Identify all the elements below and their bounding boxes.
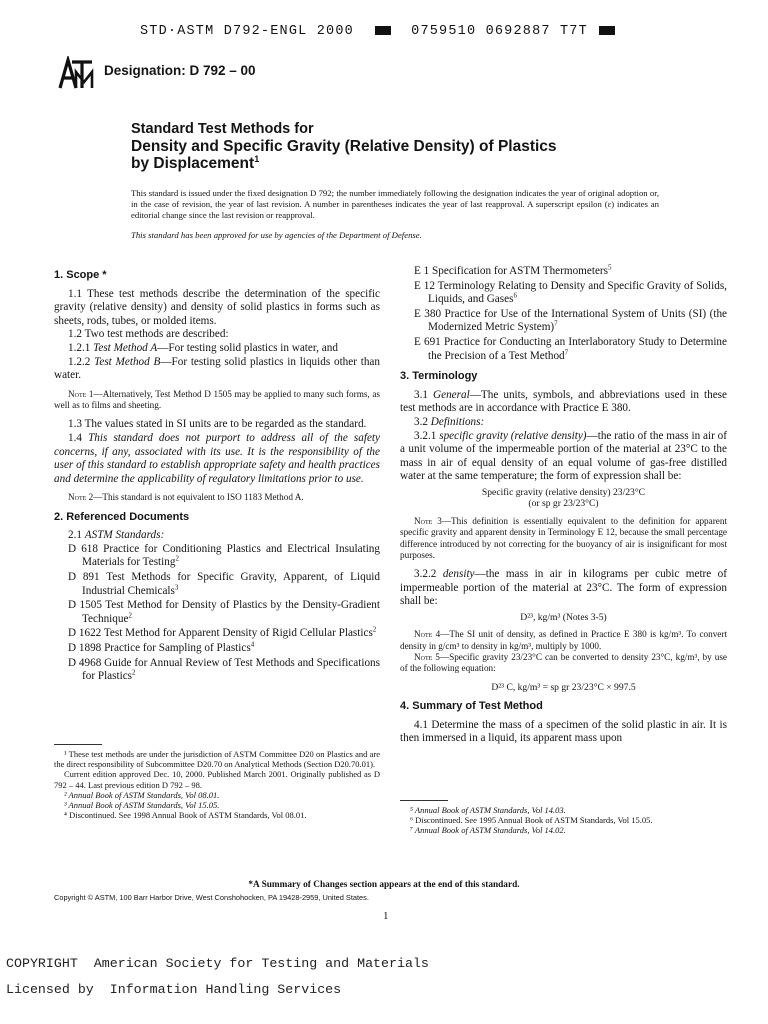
- std-code: STD·ASTM D792-ENGL 2000: [140, 24, 354, 39]
- reference-title: Specification for ASTM Thermometers: [432, 265, 608, 277]
- note-label: Note 4: [414, 629, 441, 640]
- clause-number: 3.1: [414, 388, 428, 401]
- note-text: —This definition is essentially equivalent to the definition for apparent specific gravity and apparent density in Terminology E 12, because the small percentage difference introduced by not correcting for the buoyancy of air is insignificant for most purposes.: [400, 515, 727, 560]
- footnote-3: ³ Annual Book of ASTM Standards, Vol 15.05.: [64, 800, 220, 811]
- reference-code: E 380: [414, 307, 442, 320]
- equation-density: D²³, kg/m³ (Notes 3-5): [520, 611, 607, 623]
- clause-number: 1.4: [68, 431, 82, 444]
- reference-title: Test Method for Apparent Density of Rigid Cellular Plastics: [103, 627, 373, 640]
- term-label: density: [442, 568, 475, 581]
- right-column: [400, 265, 727, 746]
- reference-code: D 891: [68, 570, 100, 583]
- paragraph-1-1: 1.1 These test methods describe the determination of the specific gravity (relative density) and density of solid plastics in forms such as sheets, rods, tubes, or molded items.: [54, 287, 380, 327]
- note-text: —This standard is not equivalent to ISO 1183 Method A.: [93, 492, 304, 503]
- paragraph-1-3: 1.3 The values stated in SI units are to be regarded as the standard.: [68, 418, 367, 431]
- reference-code: D 4968: [68, 656, 102, 669]
- clause-text: —the mass in air in kilograms per cubic metre of impermeable portion of the material at 23°C. The form of expression shall be:: [400, 568, 728, 608]
- note-text: —Alternatively, Test Method D 1505 may be applied to many such forms, as well as to films and sheeting.: [54, 388, 380, 411]
- reference-item: [54, 642, 380, 656]
- paragraph-1-2-1: [54, 342, 380, 356]
- reference-code: D 1898: [68, 641, 102, 654]
- reference-item: [400, 280, 727, 307]
- paragraph-3-2: [400, 416, 727, 430]
- footer-copyright-line: COPYRIGHT American Society for Testing and Materials: [6, 956, 429, 971]
- page-number: 1: [383, 910, 389, 922]
- equation-line: (or sp gr 23/23°C): [528, 498, 599, 510]
- section-heading-summary: 4. Summary of Test Method: [400, 700, 543, 713]
- footnote-4: ⁴ Discontinued. See 1998 Annual Book of ASTM Standards, Vol 08.01.: [64, 810, 307, 821]
- reference-footnote-mark: 2: [372, 625, 377, 634]
- reference-title: Practice for Conditioning Plastics and Electrical Insulating Materials for Testing: [82, 542, 380, 569]
- designation: Designation: D 792 – 00: [104, 63, 256, 78]
- safety-caveat: This standard does not purport to address all of the safety concerns, if any, associated with its use. It is the responsibility of the user of this standard to establish appropriate safety and health practices and determine the applicability of regulatory limitations prior to use.: [54, 431, 380, 485]
- reference-footnote-mark: 5: [608, 263, 612, 272]
- footer-license-line: Licensed by Information Handling Services: [6, 982, 342, 997]
- title-line-3: by Displacement: [131, 155, 255, 172]
- clause-label: ASTM Standards:: [84, 529, 165, 542]
- reference-item: [54, 657, 380, 684]
- clause-number: 3.2.1: [414, 429, 437, 442]
- reference-item: [54, 599, 380, 626]
- paragraph-3-2-2: [400, 568, 727, 609]
- clause-number: 3.2.2: [414, 568, 437, 581]
- reference-footnote-mark: 2: [128, 611, 132, 620]
- clause-text: —For testing solid plastics in liquids other than water.: [54, 355, 380, 382]
- equation-conversion: D²³ C, kg/m³ = sp gr 23/23°C × 997.5: [491, 681, 636, 693]
- reference-footnote-mark: 6: [513, 291, 517, 300]
- note-text: —The SI unit of density, as defined in Practice E 380 is kg/m³. To convert density in g/cm³ to density in kg/m³, multiply by 1000.: [400, 629, 727, 651]
- reference-title: Test Method for Density of Plastics by the Density-Gradient Technique: [82, 599, 380, 625]
- note-text: —Specific gravity 23/23°C can be converted to density 23°C, kg/m³, by use of the following equation:: [400, 651, 727, 674]
- black-block-mark: [599, 26, 615, 35]
- note-4: [400, 629, 727, 652]
- title-footnote-mark: 1: [254, 153, 260, 164]
- note-label: Note 1: [68, 388, 94, 399]
- paragraph-1-4: [54, 432, 380, 486]
- footnote-rule: [54, 744, 102, 745]
- clause-number: 1.2.1: [68, 341, 91, 354]
- clause-number: 1.2.2: [68, 355, 91, 368]
- reference-item: [54, 543, 380, 570]
- footnotes-left: [54, 744, 380, 820]
- document-code-line: [140, 24, 617, 39]
- reference-item: [54, 627, 380, 641]
- clause-label: General: [433, 388, 470, 401]
- reference-code: E 1: [414, 265, 430, 277]
- reference-item: [54, 571, 380, 598]
- paragraph-4-1: 4.1 Determine the mass of a specimen of the solid plastic in air. It is then immersed in a liquid, its apparent mass upon: [400, 718, 727, 745]
- left-column: [54, 262, 380, 685]
- astm-logo-icon: [56, 56, 96, 92]
- summary-of-changes-note: *A Summary of Changes section appears at the end of this standard.: [248, 880, 520, 890]
- reference-code: E 12: [414, 279, 435, 292]
- note-5: [400, 652, 727, 675]
- reference-title: Practice for Use of the International System of Units (SI) (the Modernized Metric System): [428, 307, 728, 334]
- note-2: [54, 492, 380, 503]
- footnote-6: ⁶ Discontinued. See 1995 Annual Book of ASTM Standards, Vol 15.05.: [410, 815, 653, 826]
- reference-footnote-mark: 4: [250, 640, 255, 649]
- reference-title: Guide for Annual Review of Test Methods and Specifications for Plastics: [82, 656, 380, 683]
- reference-footnote-mark: 7: [564, 347, 569, 356]
- reference-title: Practice for Sampling of Plastics: [104, 641, 251, 654]
- footnote-rule: [400, 800, 448, 801]
- note-1: [54, 389, 380, 412]
- clause-label: Test Method A: [93, 341, 158, 354]
- reference-footnote-mark: 3: [174, 582, 179, 591]
- note-label: Note 3: [414, 515, 442, 526]
- reference-list-right: [400, 265, 727, 363]
- black-block-mark: [375, 26, 391, 35]
- clause-text: —The units, symbols, and abbreviations used in these test methods are in accordance with Practice E 380.: [400, 388, 727, 415]
- title-line-2: Density and Specific Gravity (Relative Density) of Plastics: [131, 138, 557, 155]
- paragraph-3-2-1: [400, 430, 727, 484]
- doc-number: 0759510 0692887 T7T: [411, 24, 588, 39]
- paragraph-1-2-2: [54, 356, 380, 383]
- reference-title: Terminology Relating to Density and Specific Gravity of Solids, Liquids, and Gases: [428, 279, 727, 306]
- footnotes-right: [400, 800, 727, 836]
- footnote-1-edition: Current edition approved Dec. 10, 2000. Published March 2001. Originally published as D 792 – 44. Last previous edition D 792 – 98.: [54, 769, 380, 790]
- reference-item: [400, 265, 727, 279]
- approval-statement: This standard has been approved for use by agencies of the Department of Defense.: [131, 230, 422, 240]
- note-label: Note 5: [414, 651, 440, 662]
- reference-footnote-mark: 2: [132, 668, 136, 677]
- reference-item: [400, 336, 727, 363]
- clause-label: Definitions:: [430, 415, 485, 428]
- reference-footnote-mark: 2: [175, 554, 179, 563]
- footnote-2: ² Annual Book of ASTM Standards, Vol 08.01.: [64, 789, 220, 800]
- reference-code: D 1622: [68, 627, 102, 640]
- footnote-7: ⁷ Annual Book of ASTM Standards, Vol 14.02.: [410, 825, 566, 836]
- title-line-1: Standard Test Methods for: [131, 121, 314, 137]
- note-label: Note 2: [68, 492, 94, 503]
- clause-text: —the ratio of the mass in air of a unit volume of the impermeable portion of the material at 23°C to the mass in air of equal density of an equal volume of gas-free distilled water at the same temperature; the form of expression shall be:: [400, 429, 727, 483]
- section-heading-referenced: 2. Referenced Documents: [54, 510, 190, 523]
- document-title: [131, 121, 651, 172]
- section-heading-scope: 1. Scope *: [54, 269, 107, 281]
- reference-title: Test Methods for Specific Gravity, Apparent, of Liquid Industrial Chemicals: [82, 570, 380, 597]
- term-label: specific gravity (relative density): [439, 429, 587, 442]
- reference-footnote-mark: 7: [554, 319, 558, 328]
- reference-code: D 1505: [68, 599, 102, 612]
- clause-number: 3.2: [414, 415, 428, 428]
- paragraph-2-1: [54, 529, 380, 543]
- equation-line: Specific gravity (relative density) 23/23°C: [481, 486, 646, 498]
- section-heading-terminology: 3. Terminology: [400, 370, 478, 383]
- note-3: [400, 516, 727, 561]
- clause-number: 2.1: [68, 529, 82, 542]
- reference-code: D 618: [68, 542, 98, 555]
- reference-list-left: [54, 543, 380, 684]
- footnote-1: ¹ These test methods are under the jurisdiction of ASTM Committee D20 on Plastics and are the direct responsibility of Subcommittee D20.70 on Analytical Methods (Section D20.70.01).: [54, 749, 380, 770]
- paragraph-3-1: [400, 389, 727, 416]
- footnote-5: ⁵ Annual Book of ASTM Standards, Vol 14.03.: [410, 805, 566, 815]
- paragraph-1-2: 1.2 Two test methods are described:: [68, 328, 229, 341]
- reference-title: Practice for Conducting an Interlaboratory Study to Determine the Precision of a Test Method: [428, 335, 727, 362]
- equation-specific-gravity: [400, 487, 727, 510]
- astm-copyright: Copyright © ASTM, 100 Barr Harbor Drive, West Conshohocken, PA 19428-2959, United States.: [54, 893, 369, 902]
- clause-label: Test Method B: [94, 355, 161, 368]
- clause-text: —For testing solid plastics in water, and: [157, 341, 338, 354]
- reference-code: E 691: [414, 335, 441, 348]
- issuance-statement: This standard is issued under the fixed designation D 792; the number immediately following the designation indicates the year of original adoption or, in the case of revision, the year of last revision. A number in parentheses indicates the year of last reapproval. A superscript epsilon (ε) indicates an editorial change since the last revision or reapproval.: [131, 188, 659, 220]
- reference-item: [400, 308, 727, 335]
